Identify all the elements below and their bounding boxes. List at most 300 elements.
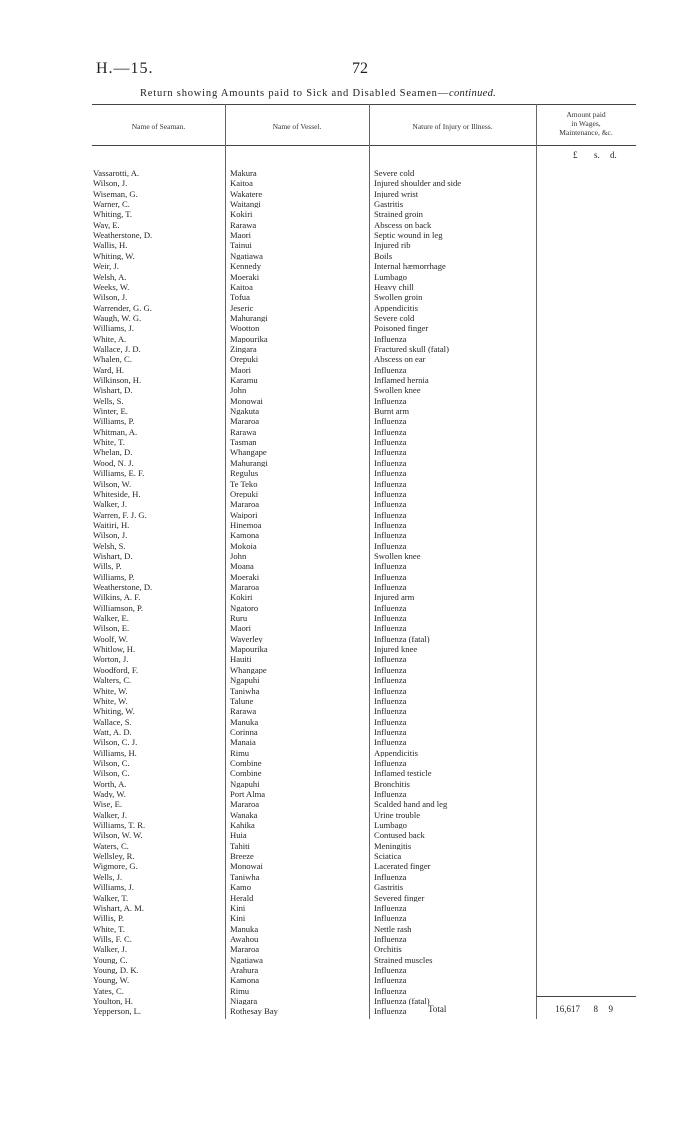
injury-description: Burnt arm xyxy=(374,407,410,416)
injury-description: Influenza xyxy=(374,541,407,550)
injury-description: Severe cold xyxy=(374,313,415,323)
seaman-name: Weatherstone, D. xyxy=(93,231,153,240)
vessel-name: Maori xyxy=(230,231,252,240)
seaman-name: Walker, J. xyxy=(93,500,128,509)
vessel-name: Moeraki xyxy=(230,572,260,582)
injury-description: Influenza xyxy=(374,665,407,675)
table-row xyxy=(93,304,633,312)
vessel-name: Orepuki xyxy=(230,489,259,499)
vessel-name: Awahou xyxy=(230,934,259,944)
vessel-name: Monowai xyxy=(230,862,263,871)
injury-description: Influenza xyxy=(374,965,407,975)
table-row xyxy=(93,873,633,881)
injury-description: Injured rib xyxy=(374,241,411,250)
injury-description: Influenza xyxy=(374,934,407,944)
vessel-name: Mararoa xyxy=(230,500,260,509)
injury-description: Injured shoulder and side xyxy=(374,179,462,188)
seaman-name: Wells, S. xyxy=(93,396,124,406)
seaman-name: Ward, H. xyxy=(93,365,125,375)
table-row xyxy=(93,718,633,726)
injury-description: Severed finger xyxy=(374,893,425,902)
seaman-name: Warren, F. J. G. xyxy=(93,510,147,519)
vessel-name: Manuka xyxy=(230,717,259,726)
table-row xyxy=(93,935,633,943)
table-row xyxy=(93,511,633,519)
injury-description: Appendicitis xyxy=(374,748,418,757)
vessel-name: Kahika xyxy=(230,821,255,830)
seaman-name: Williams, T. R. xyxy=(93,821,146,830)
table-row xyxy=(93,407,633,415)
seaman-name: Yepperson, L. xyxy=(93,1007,142,1016)
vessel-name: Jeseric xyxy=(230,303,254,312)
table-row xyxy=(93,583,633,591)
vessel-name: Talune xyxy=(230,696,254,706)
seaman-name: Wallis, H. xyxy=(93,241,128,250)
seaman-name: White, T. xyxy=(93,924,125,933)
table-row xyxy=(93,273,633,281)
injury-description: Heavy chill xyxy=(374,282,414,292)
table-row xyxy=(93,459,633,467)
injury-description: Influenza xyxy=(374,738,407,747)
vessel-name: Port Alma xyxy=(230,790,266,799)
table-row xyxy=(93,169,633,177)
table-row xyxy=(93,397,633,405)
vessel-name: Niagara xyxy=(230,997,258,1006)
seaman-name: Wilson, J. xyxy=(93,179,128,188)
col-header-vessel: Name of Vessel. xyxy=(272,122,322,131)
injury-description: Influenza xyxy=(374,510,407,519)
seaman-name: Whalen, C. xyxy=(93,355,132,364)
table-row xyxy=(93,945,633,953)
seaman-name: Willis, P. xyxy=(93,914,124,923)
injury-description: Influenza (fatal) xyxy=(374,997,430,1006)
vessel-name: Kaitoa xyxy=(230,179,253,188)
total-label: Total xyxy=(428,1004,447,1014)
vessel-name: Kaitoa xyxy=(230,282,253,292)
vessel-name: Tofua xyxy=(230,293,250,302)
injury-description: Influenza (fatal) xyxy=(374,634,430,644)
table-row xyxy=(93,283,633,291)
vessel-name: Maori xyxy=(230,365,252,375)
table-row xyxy=(93,293,633,301)
table-row xyxy=(93,490,633,498)
table-row xyxy=(93,780,633,788)
seaman-name: Way, E. xyxy=(93,220,120,230)
seaman-name: Wills, P. xyxy=(93,562,122,571)
vessel-name: Taniwha xyxy=(230,872,260,882)
seaman-name: Wilson, C. J. xyxy=(93,738,138,747)
injury-description: Influenza xyxy=(374,334,407,343)
injury-description: Gastritis xyxy=(374,883,404,892)
injury-description: Influenza xyxy=(374,727,407,737)
seaman-name: Williams, P. xyxy=(93,572,135,582)
injury-description: Meningitis xyxy=(374,841,412,851)
seaman-name: Williams, E. F. xyxy=(93,469,145,478)
seaman-name: Wills, F. C. xyxy=(93,934,132,944)
seaman-name: Worth, A. xyxy=(93,779,127,789)
table-row xyxy=(93,769,633,777)
injury-description: Influenza xyxy=(374,986,407,996)
table-row xyxy=(93,883,633,891)
seaman-name: Whiting, T. xyxy=(93,210,133,219)
seaman-name: Wellsley, R. xyxy=(93,852,135,861)
col-header-amount-line2: in Wages, xyxy=(571,119,601,128)
seaman-name: Wood, N. J. xyxy=(93,458,134,468)
injury-description: Influenza xyxy=(374,1007,407,1016)
injury-description: Urine trouble xyxy=(374,810,421,820)
table-row xyxy=(93,624,633,632)
table-row xyxy=(93,252,633,260)
injury-description: Fractured skull (fatal) xyxy=(374,344,449,354)
injury-description: Contused back xyxy=(374,831,425,840)
vessel-name: Mapourika xyxy=(230,334,268,343)
vessel-name: John xyxy=(230,386,247,395)
seaman-name: Wallace, J. D. xyxy=(93,344,141,354)
vessel-name: Wootton xyxy=(230,324,260,333)
currency-shillings: s. xyxy=(594,150,600,160)
table-row xyxy=(93,800,633,808)
injury-description: Influenza xyxy=(374,686,407,695)
title-main: Return showing Amounts paid to Sick and Disabled Seamen— xyxy=(140,88,450,99)
injury-description: Swollen knee xyxy=(374,551,421,561)
seaman-name: Woolf, W. xyxy=(93,634,128,644)
injury-description: Influenza xyxy=(374,696,407,706)
seaman-name: Walker, J. xyxy=(93,810,128,820)
vessel-name: Mahurangi xyxy=(230,313,268,323)
vessel-name: Zingara xyxy=(230,344,257,354)
seaman-name: Wilson, W. xyxy=(93,479,132,488)
seaman-name: Whelan, D. xyxy=(93,448,133,457)
seaman-name: Young, D. K. xyxy=(93,965,139,975)
table-row xyxy=(93,655,633,663)
vessel-name: Maori xyxy=(230,624,252,633)
vessel-name: Mahurangi xyxy=(230,458,268,468)
vessel-name: Kini xyxy=(230,903,246,913)
table-row xyxy=(93,894,633,902)
seaman-name: Welsh, S. xyxy=(93,541,126,550)
injury-description: Influenza xyxy=(374,790,407,799)
seaman-name: Young, W. xyxy=(93,976,130,985)
injury-description: Influenza xyxy=(374,758,407,768)
header-rule-bottom xyxy=(92,145,636,146)
vessel-name: Ruru xyxy=(230,614,248,623)
table-row xyxy=(93,976,633,984)
vessel-name: Rarawa xyxy=(230,220,257,230)
vessel-name: Wakatere xyxy=(230,189,263,199)
vessel-name: Ngatiawa xyxy=(230,251,263,261)
vessel-name: Mararoa xyxy=(230,583,260,592)
table-row xyxy=(93,811,633,819)
vessel-name: Hauiti xyxy=(230,655,252,664)
table-row xyxy=(93,593,633,601)
injury-description: Strained muscles xyxy=(374,955,433,964)
vessel-name: Ngatoro xyxy=(230,603,259,613)
injury-description: Influenza xyxy=(374,717,407,726)
seaman-name: Wilson, C. xyxy=(93,758,130,768)
vessel-name: Arahura xyxy=(230,965,259,975)
vessel-name: Waipori xyxy=(230,510,258,519)
seaman-name: Whiting, W. xyxy=(93,707,135,716)
vessel-name: Combine xyxy=(230,758,262,768)
injury-description: Sciatica xyxy=(374,852,402,861)
vessel-name: Rarawa xyxy=(230,707,257,716)
table-row xyxy=(93,480,633,488)
page-number: 72 xyxy=(352,60,368,77)
vessel-name: Kamona xyxy=(230,531,260,540)
seaman-name: Weatherstone, D. xyxy=(93,583,153,592)
table-row xyxy=(93,604,633,612)
vessel-name: Makura xyxy=(230,169,257,178)
injury-description: Influenza xyxy=(374,583,407,592)
seaman-name: Walker, E. xyxy=(93,614,129,623)
table-row xyxy=(93,335,633,343)
injury-description: Influenza xyxy=(374,655,407,664)
seaman-name: Whiteside, H. xyxy=(93,489,141,499)
seaman-name: Wilkins, A. F. xyxy=(93,593,141,602)
table-row xyxy=(93,448,633,456)
seaman-name: Weir, J. xyxy=(93,262,119,271)
table-row xyxy=(93,231,633,239)
injury-description: Gastritis xyxy=(374,200,404,209)
vessel-name: Karamu xyxy=(230,376,258,385)
vessel-name: Ngatiawa xyxy=(230,955,263,964)
vessel-name: Manaia xyxy=(230,738,256,747)
injury-description: Influenza xyxy=(374,438,407,447)
total-rule xyxy=(536,996,636,997)
table-row xyxy=(93,842,633,850)
vessel-name: Kini xyxy=(230,914,246,923)
injury-description: Septic wound in leg xyxy=(374,231,443,240)
injury-description: Abscess on ear xyxy=(374,355,426,364)
table-row xyxy=(93,987,633,995)
injury-description: Influenza xyxy=(374,396,407,406)
seaman-name: Wilson, E. xyxy=(93,624,130,633)
seaman-name: Williams, J. xyxy=(93,324,134,333)
seaman-name: Warner, C. xyxy=(93,200,130,209)
injury-description: Influenza xyxy=(374,448,407,457)
injury-description: Influenza xyxy=(374,531,407,540)
vessel-name: Rothesay Bay xyxy=(230,1007,278,1016)
seaman-name: Wells, J. xyxy=(93,872,123,882)
injury-description: Appendicitis xyxy=(374,303,418,312)
injury-description: Influenza xyxy=(374,427,407,437)
vessel-name: Moana xyxy=(230,562,254,571)
injury-description: Nettle rash xyxy=(374,924,412,933)
table-row xyxy=(93,759,633,767)
vessel-name: Taniwha xyxy=(230,686,260,695)
vessel-name: Rarawa xyxy=(230,427,257,437)
injury-description: Severe cold xyxy=(374,169,415,178)
injury-description: Lumbago xyxy=(374,821,407,830)
table-row xyxy=(93,366,633,374)
injury-description: Scalded hand and leg xyxy=(374,800,448,809)
seaman-name: White, A. xyxy=(93,334,127,343)
vessel-name: Ngapuhi xyxy=(230,676,260,685)
table-row xyxy=(93,914,633,922)
table-row xyxy=(93,190,633,198)
vessel-name: Te Teko xyxy=(230,479,258,488)
seaman-name: Woodford, F. xyxy=(93,665,139,675)
table-row xyxy=(93,314,633,322)
seaman-name: Walters, C. xyxy=(93,676,132,685)
injury-description: Lacerated finger xyxy=(374,862,431,871)
vessel-name: Tasman xyxy=(230,438,257,447)
table-row xyxy=(93,635,633,643)
page-code: H.—15. xyxy=(96,60,154,77)
injury-description: Influenza xyxy=(374,562,407,571)
seaman-name: Williams, P. xyxy=(93,417,135,426)
vessel-name: Monowai xyxy=(230,396,263,406)
injury-description: Orchitis xyxy=(374,945,402,954)
seaman-name: Whiting, W. xyxy=(93,251,135,261)
col-header-amount xyxy=(536,110,636,137)
table-row xyxy=(93,573,633,581)
injury-description: Influenza xyxy=(374,624,407,633)
vessel-name: Whangape xyxy=(230,448,267,457)
injury-description: Influenza xyxy=(374,676,407,685)
injury-description: Inflamed testicle xyxy=(374,769,432,778)
table-row xyxy=(93,417,633,425)
injury-description: Lumbago xyxy=(374,272,407,281)
table-row xyxy=(93,521,633,529)
table-row xyxy=(93,200,633,208)
total-pounds: 16,617 xyxy=(555,1004,580,1014)
seaman-name: Wallace, S. xyxy=(93,717,132,726)
injury-description: Influenza xyxy=(374,479,407,488)
vessel-name: Mokoia xyxy=(230,541,257,550)
col-header-amount-line1: Amount paid xyxy=(566,110,606,119)
vessel-name: Waverley xyxy=(230,634,263,644)
table-row xyxy=(93,324,633,332)
seaman-name: Wiseman, G. xyxy=(93,189,138,199)
seaman-name: Winter, E. xyxy=(93,407,128,416)
vessel-name: John xyxy=(230,551,247,561)
currency-pence: d. xyxy=(610,150,617,160)
vessel-name: Manuka xyxy=(230,924,259,933)
currency-pounds: £ xyxy=(573,150,578,160)
table-row xyxy=(93,728,633,736)
seaman-name: Warrender, G. G. xyxy=(93,303,152,312)
table-row xyxy=(93,221,633,229)
table-row xyxy=(93,666,633,674)
injury-description: Influenza xyxy=(374,903,407,913)
injury-description: Influenza xyxy=(374,572,407,582)
vessel-name: Mapourika xyxy=(230,645,268,654)
vessel-name: Tainui xyxy=(230,241,252,250)
injury-description: Internal hæmorrhage xyxy=(374,262,446,271)
vessel-name: Moeraki xyxy=(230,272,260,281)
seaman-name: White, W. xyxy=(93,696,128,706)
vessel-name: Waitangi xyxy=(230,200,261,209)
injury-description: Influenza xyxy=(374,707,407,716)
table-row xyxy=(93,542,633,550)
vessel-name: Regulus xyxy=(230,469,259,478)
seaman-name: Weeks, W. xyxy=(93,282,130,292)
seaman-name: Welsh, A. xyxy=(93,272,127,281)
table-row xyxy=(93,821,633,829)
col-header-injury: Nature of Injury or Illness. xyxy=(412,122,493,131)
vessel-name: Mararoa xyxy=(230,800,260,809)
seaman-name: Worton, J. xyxy=(93,655,129,664)
seaman-name: Wishart, A. M. xyxy=(93,903,144,913)
vessel-name: Mararoa xyxy=(230,417,260,426)
seaman-name: Watt, A. D. xyxy=(93,727,132,737)
seaman-name: Wigmore, G. xyxy=(93,862,138,871)
injury-description: Boils xyxy=(374,251,393,261)
seaman-name: Williams, H. xyxy=(93,748,137,757)
seaman-name: Walker, J. xyxy=(93,945,128,954)
table-row xyxy=(93,552,633,560)
header-rule-top xyxy=(92,104,636,105)
seaman-name: Waters, C. xyxy=(93,841,129,851)
table-row xyxy=(93,790,633,798)
table-row xyxy=(93,852,633,860)
injury-description: Injured knee xyxy=(374,645,418,654)
table-row xyxy=(93,687,633,695)
injury-description: Influenza xyxy=(374,914,407,923)
vessel-name: Wanaka xyxy=(230,810,258,820)
table-row xyxy=(93,469,633,477)
seaman-name: Wilson, J. xyxy=(93,531,128,540)
table-row xyxy=(93,345,633,353)
title-continued: continued. xyxy=(449,88,497,99)
table-row xyxy=(93,749,633,757)
injury-description: Influenza xyxy=(374,469,407,478)
seaman-name: Wishart, D. xyxy=(93,386,133,395)
seaman-name: Vassarotti, A. xyxy=(93,169,140,178)
vessel-name: Hinemoa xyxy=(230,520,262,530)
vessel-name: Ngapuhi xyxy=(230,779,260,789)
table-row xyxy=(93,707,633,715)
seaman-name: Wilson, W. W. xyxy=(93,831,143,840)
table-row xyxy=(93,676,633,684)
vessel-name: Ngakuta xyxy=(230,407,260,416)
injury-description: Influenza xyxy=(374,872,407,882)
table-row xyxy=(93,355,633,363)
vessel-name: Rimu xyxy=(230,986,250,996)
vessel-name: Herald xyxy=(230,893,254,902)
seaman-name: Whitlow, H. xyxy=(93,645,136,654)
injury-description: Influenza xyxy=(374,489,407,499)
seaman-name: Wilkinson, H. xyxy=(93,376,142,385)
seaman-name: Waitiri, H. xyxy=(93,520,130,530)
injury-description: Abscess on back xyxy=(374,220,432,230)
seaman-name: Wise, E. xyxy=(93,800,123,809)
vessel-name: Kokiri xyxy=(230,593,253,602)
total-shillings: 8 xyxy=(593,1004,598,1014)
seaman-name: White, T. xyxy=(93,438,125,447)
seaman-name: Wady, W. xyxy=(93,790,126,799)
seaman-name: White, W. xyxy=(93,686,128,695)
table-row xyxy=(93,738,633,746)
injury-description: Influenza xyxy=(374,500,407,509)
table-row xyxy=(93,645,633,653)
seaman-name: Wilson, J. xyxy=(93,293,128,302)
table-row xyxy=(93,925,633,933)
vessel-name: Combine xyxy=(230,769,262,778)
seaman-name: Young, C. xyxy=(93,955,128,964)
injury-description: Influenza xyxy=(374,365,407,375)
injury-description: Influenza xyxy=(374,603,407,613)
vessel-name: Whangape xyxy=(230,665,267,675)
table-row xyxy=(93,831,633,839)
seaman-name: Youlton, H. xyxy=(93,997,133,1006)
vessel-name: Orepuki xyxy=(230,355,259,364)
injury-description: Influenza xyxy=(374,976,407,985)
table-row xyxy=(93,614,633,622)
vessel-name: Kennedy xyxy=(230,262,262,271)
injury-description: Influenza xyxy=(374,614,407,623)
